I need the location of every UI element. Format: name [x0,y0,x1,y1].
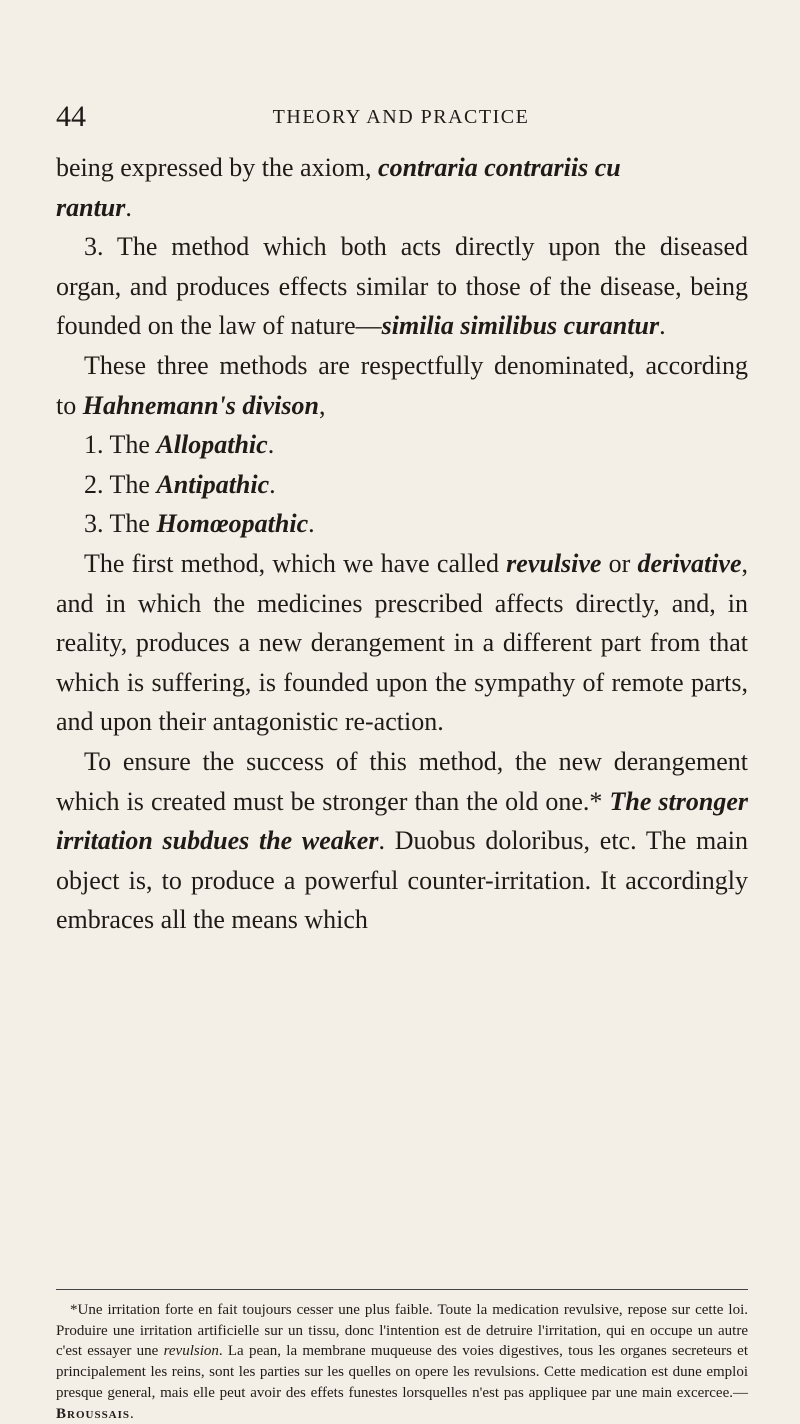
text-run: . [308,509,315,539]
emphasis: The stronger irritation subdues the weaker [56,786,748,856]
paragraph-denominated [56,346,748,425]
text-run: , [318,390,326,420]
list-number: 2. The [84,469,157,499]
emphasis: revulsive [506,548,602,578]
text-run: or [601,548,638,578]
footnote [56,1300,748,1424]
running-title: THEORY AND PRACTICE [272,106,530,128]
page-number: 44 [56,100,86,133]
text-run: These three methods are respectfully denominated, according to [56,350,748,420]
text-run: . [659,311,666,341]
text-run: 3. The method which both acts directly upon the diseased organ, and produces effects similar to those of the disease, being founded on the law of nature— [56,232,748,341]
text-run: . [130,1405,134,1422]
text-run: , and in which the medicines prescribed affects directly, and, in reality, produces a new derangement in a different part from that which is suffering, is founded upon the sympathy of remote parts, and upon their antagonistic re-action. [56,548,748,737]
text-run: . La pean, la membrane muqueuse des voies digestives, tous les organes secreteurs et principalement les reins, sont les parties sur les quelles on opere les revulsions. Cette medication est dune emploi presque general, mais elle peut avoir des effets funestes lorsquelles n'est pas appliquee par une main excercee.— [56,1343,748,1401]
text-run: being expressed by the axiom, [56,153,379,182]
latin-phrase: similia similibus curantur [381,311,660,341]
method-name: Allopathic [156,430,268,460]
text-run: . Duobus doloribus, etc. The main object is, to produce a powerful counter-irritation. It accordingly embraces all the means which [56,826,748,935]
list-item [56,465,748,505]
emphasis: revulsion [163,1343,219,1360]
text-run: . [269,469,276,499]
list-number: 3. The [84,509,157,539]
paragraph-axiom [56,148,748,227]
paragraph-first-method [56,544,748,742]
method-name: Homœopathic [156,509,309,539]
paragraph-ensure-success [56,742,748,940]
text-run: . [125,192,132,222]
text-run: The first method, which we have called [84,548,507,578]
list-number: 1. The [84,430,157,460]
footnote-author: Broussais [56,1405,131,1422]
text-run: . [267,430,275,460]
paragraph-method-3 [56,227,748,346]
method-name: Antipathic [156,469,270,499]
emphasis: derivative [637,548,742,578]
text-run: To ensure the success of this method, the new derangement which is created must be stronger than the old one.* [56,746,748,816]
latin-phrase-end: rantur [56,192,126,222]
body-text [56,148,748,940]
page-header [56,100,746,140]
latin-phrase: contraria contrariis cu [378,153,621,182]
text-run: *Une irritation forte en fait toujours cesser une plus faible. Toute la medication revulsive, repose sur cette loi. Produire une irritation artificielle sur un tissu, donc l'intention est de detruire l'irritation, qui en occupe un autre c'est essayer une [56,1302,748,1360]
list-item [56,504,748,544]
emphasis: Hahnemann's divison [82,390,319,420]
footnote-divider [56,1289,748,1290]
list-item [56,425,748,465]
